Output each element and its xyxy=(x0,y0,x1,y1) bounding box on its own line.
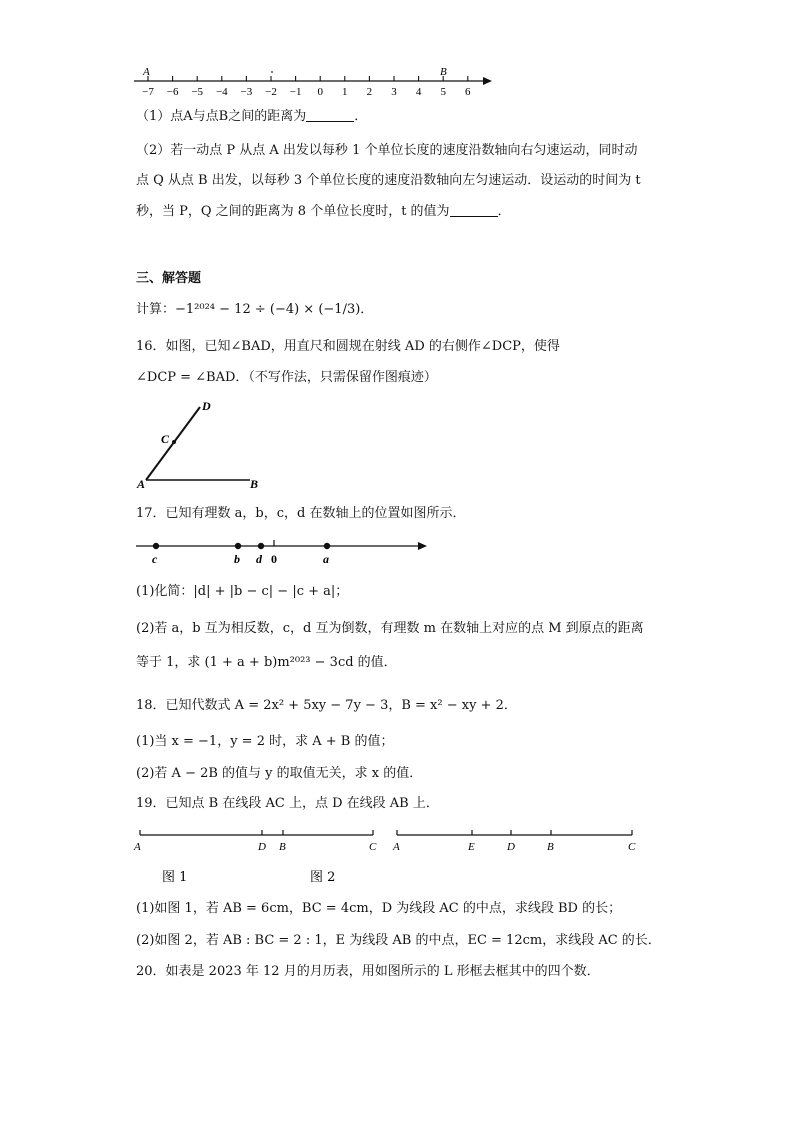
q15: 计算：−1²⁰²⁴ − 12 ÷ (−4) × (−1/3)． xyxy=(136,302,374,317)
fig1-caption: 图 1 xyxy=(162,870,188,885)
label-a: a xyxy=(323,552,329,566)
q17-number-line xyxy=(0,535,794,585)
q14-part2-line3-text: 秒，当 P，Q 之间的距离为 8 个单位长度时，t 的值为 xyxy=(136,204,450,219)
fig2-label-d: D xyxy=(507,841,515,853)
fig2-label-a: A xyxy=(393,841,400,853)
tick-label: −7 xyxy=(142,86,154,98)
fig2-label-c: C xyxy=(628,841,636,853)
label-d: d xyxy=(256,552,262,566)
tick-label: −3 xyxy=(240,86,253,98)
q17-part2-line1: (2)若 a，b 互为相反数，c，d 互为倒数，有理数 m 在数轴上对应的点 M 到原点的距离 xyxy=(136,621,644,636)
label-a: A xyxy=(137,477,146,491)
point-b-label: B xyxy=(440,66,447,78)
fig2-label-e: E xyxy=(468,841,475,853)
q16-line1: 16．如图，已知∠BAD，用直尺和圆规在射线 AD 的右侧作∠DCP，使得 xyxy=(136,339,560,354)
label-d: D xyxy=(202,399,211,413)
q19-part1: (1)如图 1，若 AB = 6cm，BC = 4cm，D 为线段 AC 的中点，求线段 BD 的长； xyxy=(136,901,622,916)
tick-label: 5 xyxy=(440,86,446,98)
q18-part2: (2)若 A − 2B 的值与 y 的取值无关，求 x 的值． xyxy=(136,766,423,781)
q18-part1: (1)当 x = −1，y = 2 时，求 A + B 的值； xyxy=(136,734,394,749)
answer-blank xyxy=(450,204,498,217)
tick-label: 0 xyxy=(317,86,323,98)
q20-line1: 20．如表是 2023 年 12 月的月历表，用如图所示的 L 形框去框其中的四个数． xyxy=(136,964,600,979)
q18-line1: 18．已知代数式 A = 2x² + 5xy − 7y − 3，B = x² − xy + 2． xyxy=(136,698,517,713)
q16-angle-figure xyxy=(0,395,794,495)
fig2-label-b: B xyxy=(547,841,554,853)
q19-part2: (2)如图 2，若 AB : BC = 2 : 1，E 为线段 AB 的中点，EC = 12cm，求线段 AC 的长． xyxy=(136,933,661,948)
fig1-label-c: C xyxy=(369,841,377,853)
fig1-label-a: A xyxy=(134,841,141,853)
q17-line1: 17．已知有理数 a，b，c，d 在数轴上的位置如图所示． xyxy=(136,506,466,521)
q17-part2-line2: 等于 1，求 (1 + a + b)m²⁰²³ − 3cd 的值． xyxy=(136,655,397,670)
fig1-label-d: D xyxy=(258,841,266,853)
label-c: c xyxy=(152,552,158,566)
answer-blank xyxy=(306,109,354,122)
q19-segment-figures xyxy=(0,825,794,885)
fig1-label-b: B xyxy=(279,841,286,853)
q14-part2-line2: 点 Q 从点 B 出发，以每秒 3 个单位长度的速度沿数轴向左匀速运动．设运动的时间为 t xyxy=(136,173,641,188)
q19-line1: 19．已知点 B 在线段 AC 上，点 D 在线段 AB 上． xyxy=(136,796,439,811)
tick-label: 4 xyxy=(415,86,422,98)
tick-label: 2 xyxy=(366,86,373,98)
label-b: b xyxy=(234,552,240,566)
tick-label: −4 xyxy=(215,86,228,98)
top-number-line xyxy=(0,0,794,100)
q14-part2-line3: 秒，当 P，Q 之间的距离为 8 个单位长度时，t 的值为 ． xyxy=(136,204,511,219)
tick-label: −1 xyxy=(289,86,302,98)
q14-part1: （1）点A与点B之间的距离为 ． xyxy=(136,109,368,124)
q14-part1-text: （1）点A与点B之间的距离为 xyxy=(136,109,307,124)
q16-line2: ∠DCP = ∠BAD．（不写作法，只需保留作图痕迹） xyxy=(136,370,437,385)
tick-label: 6 xyxy=(465,86,471,98)
label-b: B xyxy=(250,477,259,491)
label-zero: 0 xyxy=(271,552,277,566)
point-a-label: A xyxy=(143,66,150,78)
section-heading: 三、解答题 xyxy=(136,271,202,286)
label-c: C xyxy=(161,432,170,446)
tick-label: 3 xyxy=(391,86,397,98)
q14-part2-line1: （2）若一动点 P 从点 A 出发以每秒 1 个单位长度的速度沿数轴向右匀速运动，同时动 xyxy=(136,143,638,158)
q17-part1: (1)化简：|d| + |b − c| − |c + a|； xyxy=(136,584,349,599)
tick-label: −5 xyxy=(191,86,204,98)
fig2-caption: 图 2 xyxy=(310,870,336,885)
tick-label: 1 xyxy=(342,86,348,98)
tick-label: −6 xyxy=(166,86,179,98)
tick-label: −2 xyxy=(265,86,277,98)
